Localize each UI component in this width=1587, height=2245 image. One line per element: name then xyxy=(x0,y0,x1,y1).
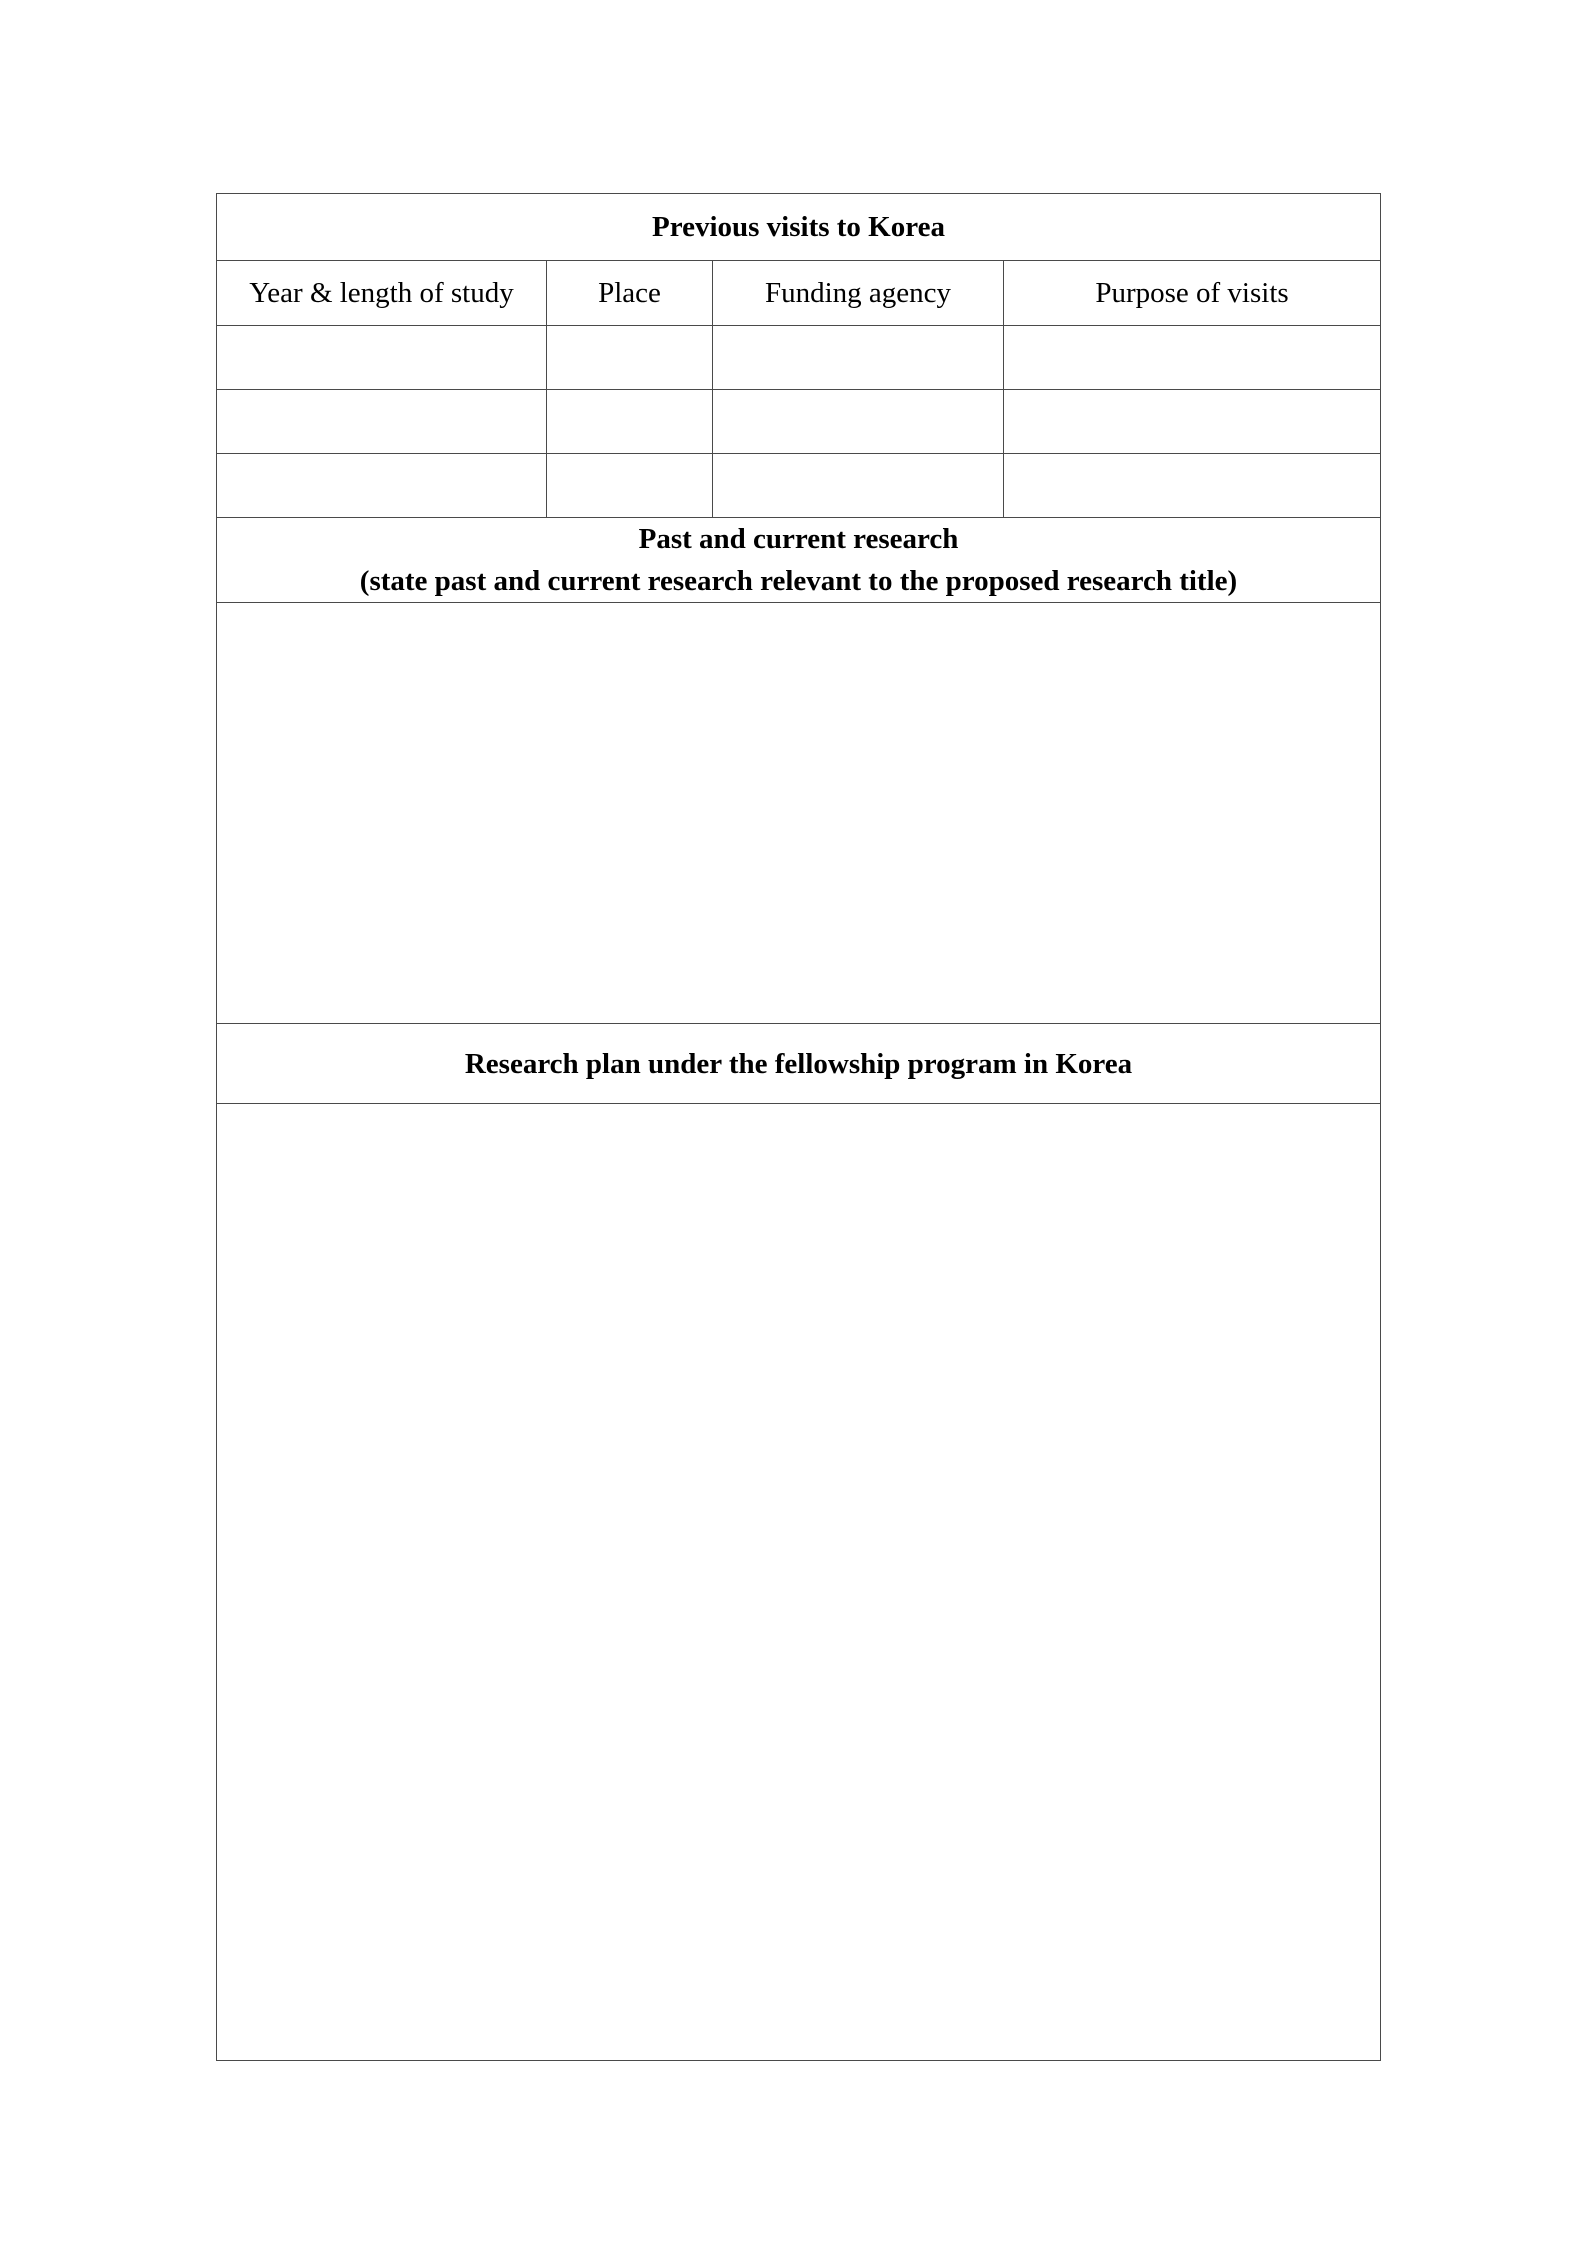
visit-year-length-cell[interactable] xyxy=(217,454,547,518)
previous-visits-title: Previous visits to Korea xyxy=(217,194,1381,261)
column-header-funding-agency: Funding agency xyxy=(713,261,1004,326)
research-plan-content-field[interactable] xyxy=(217,1104,1381,2061)
past-research-content-field[interactable] xyxy=(217,603,1381,1024)
past-research-title: Past and current research xyxy=(638,523,959,555)
column-header-place: Place xyxy=(547,261,713,326)
visit-place-cell[interactable] xyxy=(547,454,713,518)
past-research-heading xyxy=(217,518,1381,603)
visit-funding-agency-cell[interactable] xyxy=(713,454,1004,518)
column-header-year-length: Year & length of study xyxy=(217,261,547,326)
visit-year-length-cell[interactable] xyxy=(217,390,547,454)
visit-purpose-cell[interactable] xyxy=(1004,454,1381,518)
visit-funding-agency-cell[interactable] xyxy=(713,326,1004,390)
visit-funding-agency-cell[interactable] xyxy=(713,390,1004,454)
research-plan-title: Research plan under the fellowship program in Korea xyxy=(217,1024,1381,1104)
previous-visits-header-row xyxy=(217,261,1381,326)
past-research-subtitle: (state past and current research relevant to the proposed research title) xyxy=(359,565,1238,598)
visit-year-length-cell[interactable] xyxy=(217,326,547,390)
visit-place-cell[interactable] xyxy=(547,326,713,390)
application-form-table xyxy=(216,193,1381,2061)
visit-purpose-cell[interactable] xyxy=(1004,326,1381,390)
column-header-purpose: Purpose of visits xyxy=(1004,261,1381,326)
table-row xyxy=(217,326,1381,390)
table-row xyxy=(217,390,1381,454)
visit-place-cell[interactable] xyxy=(547,390,713,454)
table-row xyxy=(217,454,1381,518)
visit-purpose-cell[interactable] xyxy=(1004,390,1381,454)
